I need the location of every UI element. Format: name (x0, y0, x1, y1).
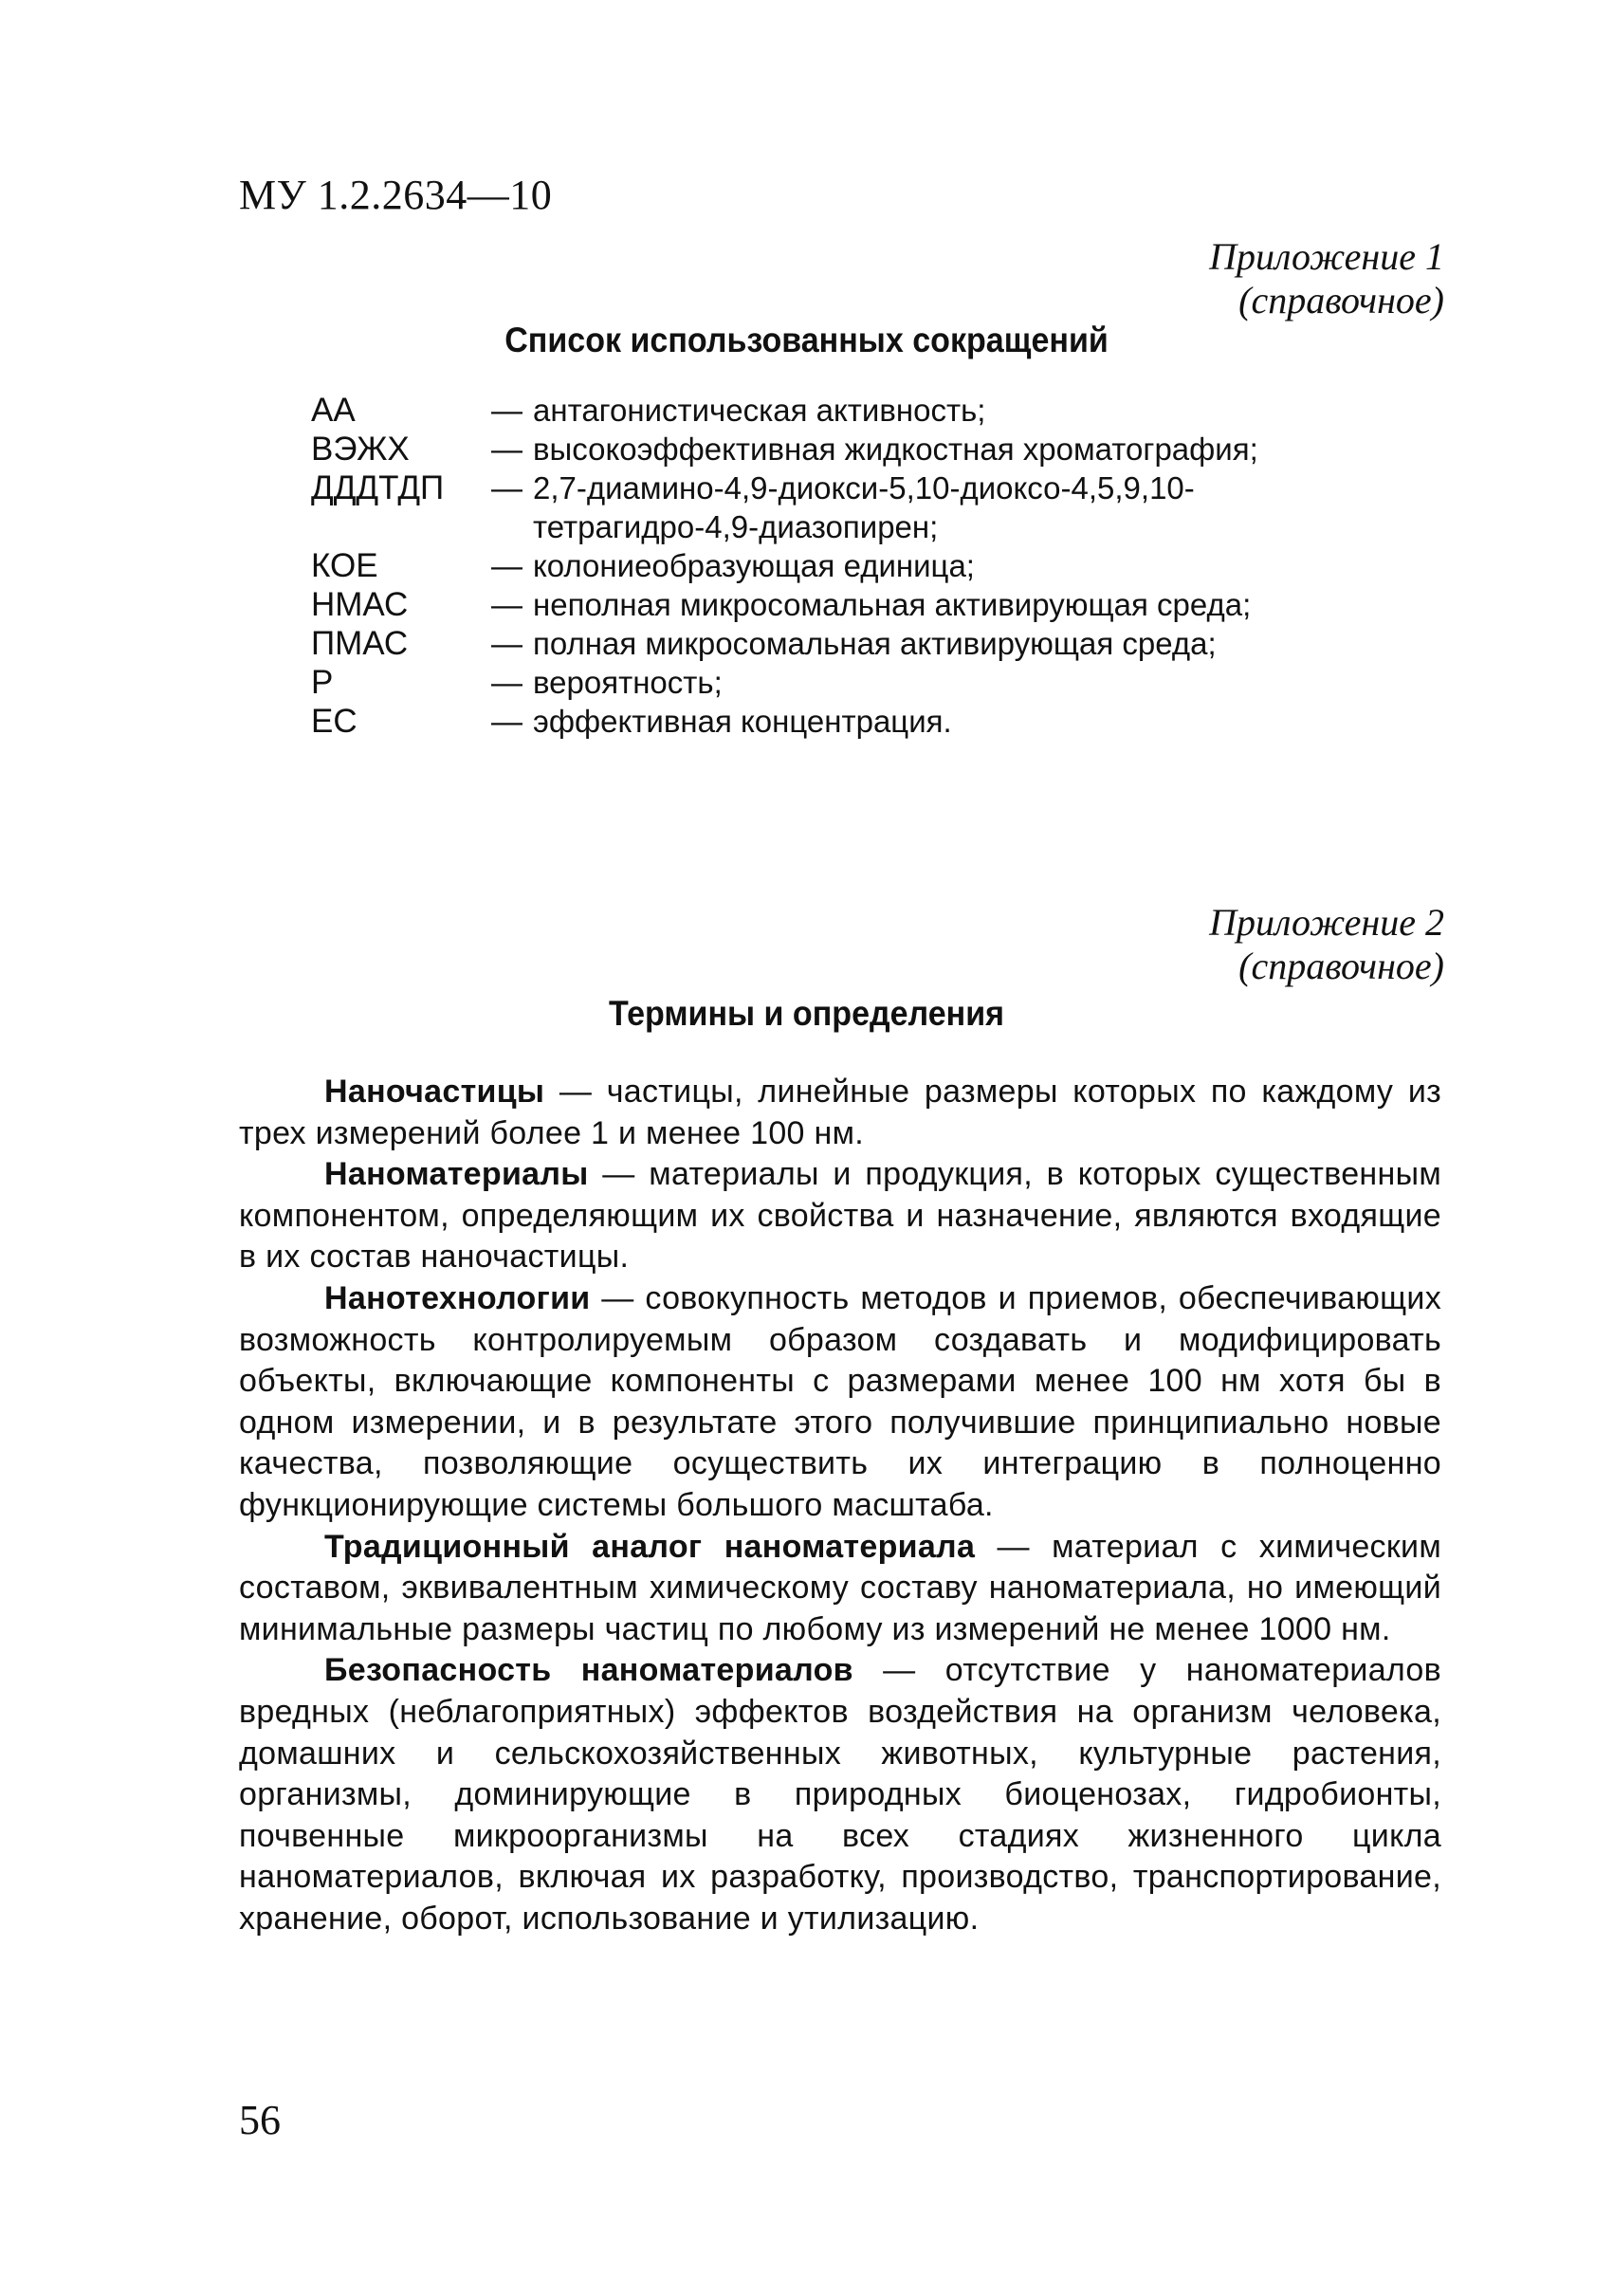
abbreviation-row (311, 468, 1373, 546)
term-paragraph (239, 1154, 1441, 1278)
term-name: Нанотехнологии (324, 1279, 591, 1316)
abbreviation-dash: — (491, 470, 522, 505)
appendix-1-note: (справочное) (1238, 279, 1444, 321)
term-definition: — совокупность методов и приемов, обеспечивающих возможность контролируемым образом создавать и модифицировать объекты, включающие компоненты с размерами менее 100 нм хотя бы в одном измерении, и в результате этого получившие принципиально новые качества, позволяющие осуществить их интеграцию в полноценно функционирующие системы большого масштаба. (239, 1279, 1441, 1523)
term-definition: — отсутствие у наноматериалов вредных (неблагоприятных) эффектов воздействия на организм человека, домашних и сельскохозяйственных животных, культурные растения, организмы, доминирующие в природных биоценозах, гидробионты, почвенные микроорганизмы на всех стадиях жизненного цикла наноматериалов, включая их разработку, производство, транспортирование, хранение, оборот, использование и утилизацию. (239, 1652, 1442, 1937)
term-definition: — частицы, линейные размеры которых по каждому из трех измерений более 1 и менее 100 нм. (239, 1074, 1441, 1151)
term-definition: — материал с химическим составом, эквивалентным химическому составу наноматериала, но имеющий минимальные размеры частиц по любому из измерений не менее 1000 нм. (239, 1528, 1441, 1647)
abbreviation-row (311, 624, 1373, 663)
term-name: Наноматериалы (324, 1156, 589, 1193)
abbreviation-definition: антагонистическая активность; (533, 393, 986, 428)
term-paragraph (239, 1527, 1441, 1651)
appendix-1-number: Приложение 1 (1209, 235, 1444, 278)
abbreviation-term: ЕС (311, 703, 357, 740)
page-number: 56 (239, 2097, 281, 2143)
document-code: МУ 1.2.2634—10 (239, 172, 553, 218)
abbreviation-row (311, 702, 1373, 741)
abbreviation-dash: — (491, 432, 522, 467)
abbreviation-term: АА (311, 392, 356, 429)
abbreviation-dash: — (491, 587, 522, 622)
abbreviation-term: Р (311, 664, 334, 701)
term-name: Безопасность наноматериалов (324, 1652, 853, 1689)
abbreviation-term: ПМАС (311, 625, 409, 662)
appendix-1-label (1209, 235, 1444, 322)
appendix-2-note: (справочное) (1238, 945, 1444, 987)
abbreviations-title: Список использованных сокращений (504, 321, 1109, 359)
abbreviation-row (311, 585, 1373, 624)
abbreviation-definition: колониеобразующая единица; (533, 548, 975, 583)
abbreviation-term: НМАС (311, 586, 409, 623)
abbreviation-row (311, 391, 1373, 430)
abbreviation-definition: вероятность; (533, 665, 723, 700)
abbreviation-term: ВЭЖХ (311, 431, 410, 468)
term-paragraph (239, 1650, 1441, 1939)
abbreviation-row (311, 430, 1373, 468)
abbreviation-definition: полная микросомальная активирующая среда; (533, 626, 1217, 661)
abbreviation-dash: — (491, 704, 522, 739)
abbreviation-row (311, 663, 1373, 702)
abbreviation-definition: 2,7-диамино-4,9-диокси-5,10-диоксо-4,5,9,10-тетрагидро-4,9-диазопирен; (533, 470, 1195, 544)
terms-definitions (239, 1072, 1441, 1939)
abbreviation-dash: — (491, 548, 522, 583)
abbreviation-dash: — (491, 665, 522, 700)
abbreviation-definition: эффективная концентрация. (533, 704, 952, 739)
abbreviations-list (311, 391, 1373, 741)
abbreviation-term: КОЕ (311, 547, 378, 584)
term-paragraph (239, 1072, 1441, 1154)
term-name: Традиционный аналог наноматериала (324, 1528, 976, 1565)
abbreviation-dash: — (491, 626, 522, 661)
appendix-2-number: Приложение 2 (1209, 901, 1444, 944)
abbreviation-term: ДДДТДП (311, 469, 445, 506)
term-paragraph (239, 1278, 1441, 1527)
term-definition: — материалы и продукция, в которых существенным компонентом, определяющим их свойства и назначение, являются входящие в их состав наночастицы. (239, 1156, 1441, 1276)
appendix-2-label (1209, 901, 1444, 988)
terms-title: Термины и определения (608, 994, 1005, 1033)
abbreviation-definition: высокоэффективная жидкостная хроматография; (533, 432, 1258, 467)
abbreviation-dash: — (491, 393, 522, 428)
abbreviation-definition: неполная микросомальная активирующая среда; (533, 587, 1252, 622)
abbreviation-row (311, 546, 1373, 585)
term-name: Наночастицы (324, 1074, 545, 1110)
